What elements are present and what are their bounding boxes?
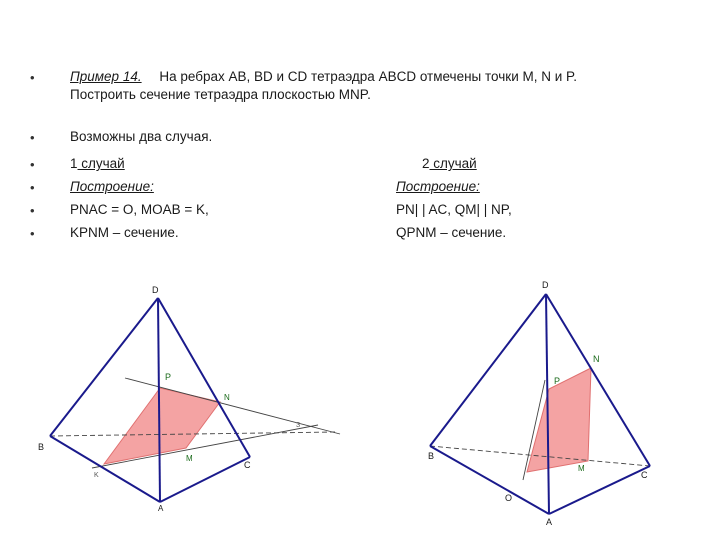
figure1-edge-ca bbox=[160, 457, 250, 502]
case2-construction: Построение: bbox=[396, 179, 480, 194]
figure2-edge-ca bbox=[549, 466, 650, 514]
problem-text: На ребрах AB, BD и CD тетраэдра ABCD отмечены точки M, N и P. bbox=[159, 69, 578, 84]
cases-intro: Возможны два случая. bbox=[70, 129, 213, 144]
figure2-label-b: B bbox=[428, 451, 435, 461]
case1-construction: Построение: bbox=[70, 179, 154, 194]
figure1-tetrahedron bbox=[38, 285, 340, 513]
bullet: • bbox=[30, 130, 35, 145]
problem-line-2: Построить сечение тетраэдра плоскостью MNP. bbox=[70, 87, 371, 102]
figure1-label-n: N bbox=[224, 393, 230, 402]
bullet: • bbox=[30, 157, 35, 172]
case2-title: случай bbox=[429, 156, 477, 171]
figure1-label-a: A bbox=[158, 504, 164, 513]
example-label: Пример 14. bbox=[70, 69, 142, 84]
case1-number: 1 bbox=[70, 156, 78, 171]
figure1-label-o: З bbox=[296, 422, 301, 429]
figure2-label-a: A bbox=[546, 517, 553, 527]
figure2-edge-db bbox=[430, 294, 546, 446]
case2-step2: QPNM – сечение. bbox=[396, 225, 507, 240]
case1-step1: PNAC = O, MOAB = K, bbox=[70, 202, 209, 217]
case2-step1: PN| | AC, QM| | NP, bbox=[396, 202, 512, 217]
figure2-label-o: O bbox=[505, 493, 513, 503]
figure1-label-b: B bbox=[38, 442, 45, 452]
figure1-label-c: C bbox=[244, 460, 251, 470]
figure1-label-m: M bbox=[186, 454, 193, 463]
bullet: • bbox=[30, 180, 35, 195]
case1-title: случай bbox=[77, 156, 125, 171]
figure1-edge-da bbox=[158, 298, 160, 502]
case2-number: 2 bbox=[422, 156, 430, 171]
bullet: • bbox=[30, 226, 35, 241]
figure1-label-d: D bbox=[152, 285, 159, 295]
figure1-label-p: P bbox=[165, 372, 172, 382]
bullet: • bbox=[30, 70, 35, 85]
figure2-label-d: D bbox=[542, 280, 549, 290]
figure2-label-m: M bbox=[578, 464, 585, 473]
case1-step2: KPNM – сечение. bbox=[70, 225, 179, 240]
bullet: • bbox=[30, 203, 35, 218]
figure1-section bbox=[104, 388, 220, 464]
figure2-tetrahedron bbox=[428, 280, 650, 527]
figure1-label-k: K bbox=[94, 472, 99, 479]
figure2-label-p: P bbox=[554, 376, 561, 386]
figure2-label-n: N bbox=[593, 354, 600, 364]
figure2-label-c: C bbox=[641, 470, 648, 480]
